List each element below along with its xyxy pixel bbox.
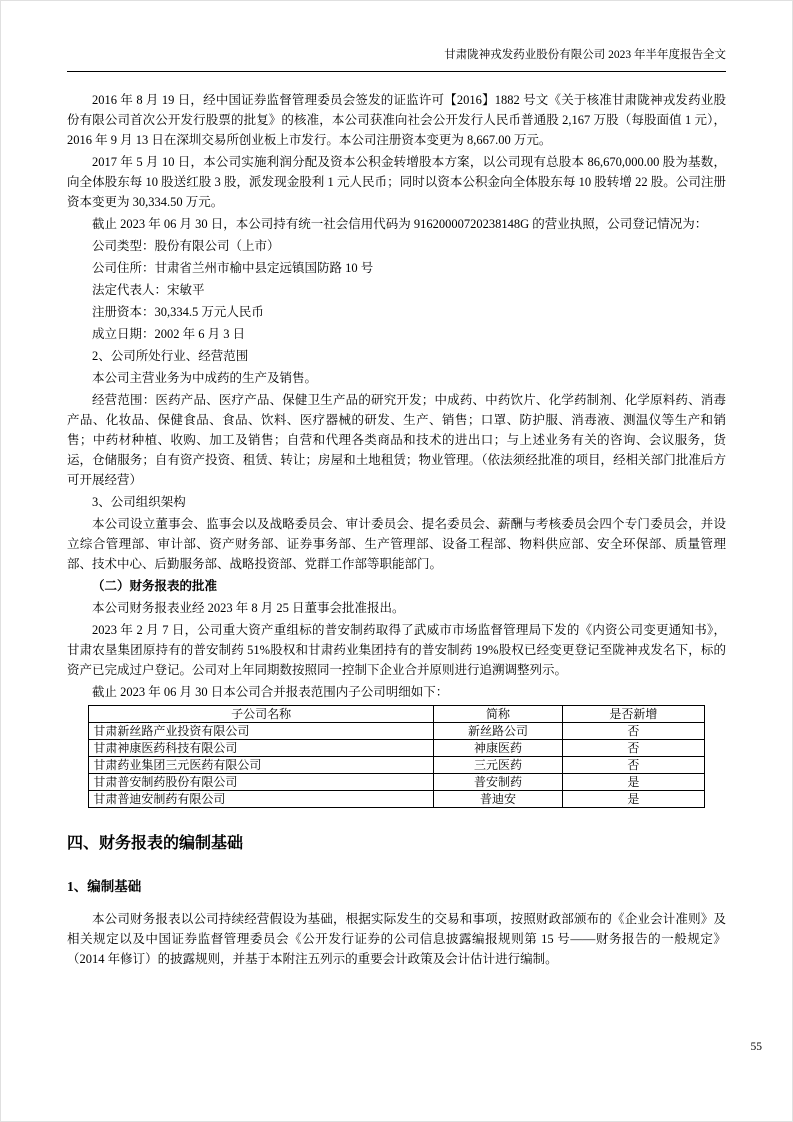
paragraph-business-license: 截止 2023 年 06 月 30 日，本公司持有统一社会信用代码为 91620000720238148G 的营业执照，公司登记情况为： — [92, 217, 708, 232]
document-content — [67, 72, 726, 969]
heading-industry-scope: 2、公司所处行业、经营范围 — [92, 349, 249, 364]
paragraph-preparation-basis: 本公司财务报表以公司持续经营假设为基础，根据实际发生的交易和事项，按照财政部颁布的《企业会计准则》及相关规定以及中国证券监督管理委员会《公开发行证券的公司信息披露编报规则第 15 号——财务报告的一般规定》（2014 年修订）的披露规则，并基于本附注五列示的重要会计政策及会计估计进行编制。 — [67, 912, 726, 967]
table-row — [89, 791, 704, 808]
info-legal-representative: 法定代表人：宋敏平 — [92, 283, 205, 298]
table-cell-is-new: 否 — [563, 740, 705, 757]
report-header-title: 甘肃陇神戎发药业股份有限公司 2023 年半年度报告全文 — [444, 49, 726, 61]
table-cell-subsidiary-name: 甘肃新丝路产业投资有限公司 — [89, 723, 433, 740]
paragraph-organization: 本公司设立董事会、监事会以及战略委员会、审计委员会、提名委员会、薪酬与考核委员会四个专门委员会，并设立综合管理部、审计部、资产财务部、证券事务部、生产管理部、设备工程部、物料供应部、安全环保部、质量管理部、技术中心、后勤服务部、战略投资部、党群工作部等职能部门。 — [67, 517, 726, 572]
info-registered-capital: 注册资本：30,334.5 万元人民币 — [92, 305, 264, 320]
table-cell-short-name: 神康医药 — [433, 740, 562, 757]
table-cell-is-new: 是 — [563, 774, 705, 791]
table-header-row — [89, 706, 704, 723]
table-header-is-new: 是否新增 — [563, 706, 705, 723]
table-cell-is-new: 否 — [563, 757, 705, 774]
table-cell-short-name: 普迪安 — [433, 791, 562, 808]
table-row — [89, 774, 704, 791]
subsidiaries-table — [88, 705, 704, 808]
page-number: 55 — [750, 1041, 762, 1053]
paragraph-business-scope: 经营范围：医药产品、医疗产品、保健卫生产品的研究开发；中成药、中药饮片、化学药制剂、化学原料药、消毒产品、化妆品、保健食品、食品、饮料、医疗器械的研发、生产、销售；口罩、防护服、消毒液、测温仪等生产和销售；中药材种植、收购、加工及销售；自营和代理各类商品和技术的进出口；与上述业务有关的咨询、会议服务，货运，仓储服务；自有资产投资、租赁、转让；房屋和土地租赁；物业管理。（依法须经批准的项目，经相关部门批准后方可开展经营） — [67, 393, 726, 488]
paragraph-table-intro: 截止 2023 年 06 月 30 日本公司合并报表范围内子公司明细如下： — [92, 685, 449, 700]
table-cell-subsidiary-name: 甘肃神康医药科技有限公司 — [89, 740, 433, 757]
table-row — [89, 723, 704, 740]
info-company-address: 公司住所：甘肃省兰州市榆中县定远镇国防路 10 号 — [92, 261, 374, 276]
info-company-type: 公司类型：股份有限公司（上市） — [92, 239, 280, 254]
table-row — [89, 740, 704, 757]
paragraph-restructuring: 2023 年 2 月 7 日，公司重大资产重组标的普安制药取得了武威市市场监督管理局下发的《内资公司变更通知书》，甘肃农垦集团原持有的普安制药 51%股权和甘肃药业集团持有的普安制药 19%股权已经变更登记至陇神戎发名下，标的资产已完成过户登记。公司对上年同期数按照同一控制下企业合并原则进行追溯调整列示。 — [67, 623, 726, 678]
paragraph-statement-approved: 本公司财务报表业经 2023 年 8 月 25 日董事会批准报出。 — [92, 601, 405, 616]
paragraph-profit-distribution: 2017 年 5 月 10 日，本公司实施利润分配及资本公积金转增股本方案，以公司现有总股本 86,670,000.00 股为基数，向全体股东每 10 股送红股 3 股，派发现金股利 1 元人民币；同时以资本公积金向全体股东每 10 股转增 22 股。公司注册资本变更为 30,334.50 万元。 — [67, 155, 726, 210]
paragraph-main-business: 本公司主营业务为中成药的生产及销售。 — [92, 371, 318, 386]
subsection-heading-basis: 1、编制基础 — [67, 879, 142, 895]
table-cell-short-name: 新丝路公司 — [433, 723, 562, 740]
report-header — [67, 47, 726, 72]
table-header-subsidiary-name: 子公司名称 — [89, 706, 433, 723]
info-founding-date: 成立日期：2002 年 6 月 3 日 — [92, 327, 246, 342]
table-header-short-name: 简称 — [433, 706, 562, 723]
section-heading-preparation-basis: 四、财务报表的编制基础 — [67, 835, 244, 853]
heading-organization: 3、公司组织架构 — [92, 495, 186, 510]
table-cell-is-new: 是 — [563, 791, 705, 808]
heading-statement-approval: （二）财务报表的批准 — [92, 579, 218, 594]
table-cell-short-name: 普安制药 — [433, 774, 562, 791]
table-cell-subsidiary-name: 甘肃普迪安制药有限公司 — [89, 791, 433, 808]
table-cell-subsidiary-name: 甘肃普安制药股份有限公司 — [89, 774, 433, 791]
table-cell-short-name: 三元医药 — [433, 757, 562, 774]
table-cell-subsidiary-name: 甘肃药业集团三元医药有限公司 — [89, 757, 433, 774]
paragraph-ipo-approval: 2016 年 8 月 19 日，经中国证券监督管理委员会签发的证监许可【2016】1882 号文《关于核准甘肃陇神戎发药业股份有限公司首次公开发行股票的批复》的核准，本公司获准向社会公开发行人民币普通股 2,167 万股（每股面值 1 元），2016 年 9 月 13 日在深圳交易所创业板上市发行。本公司注册资本变更为 8,667.00 万元。 — [67, 93, 726, 148]
table-row — [89, 757, 704, 774]
table-cell-is-new: 否 — [563, 723, 705, 740]
